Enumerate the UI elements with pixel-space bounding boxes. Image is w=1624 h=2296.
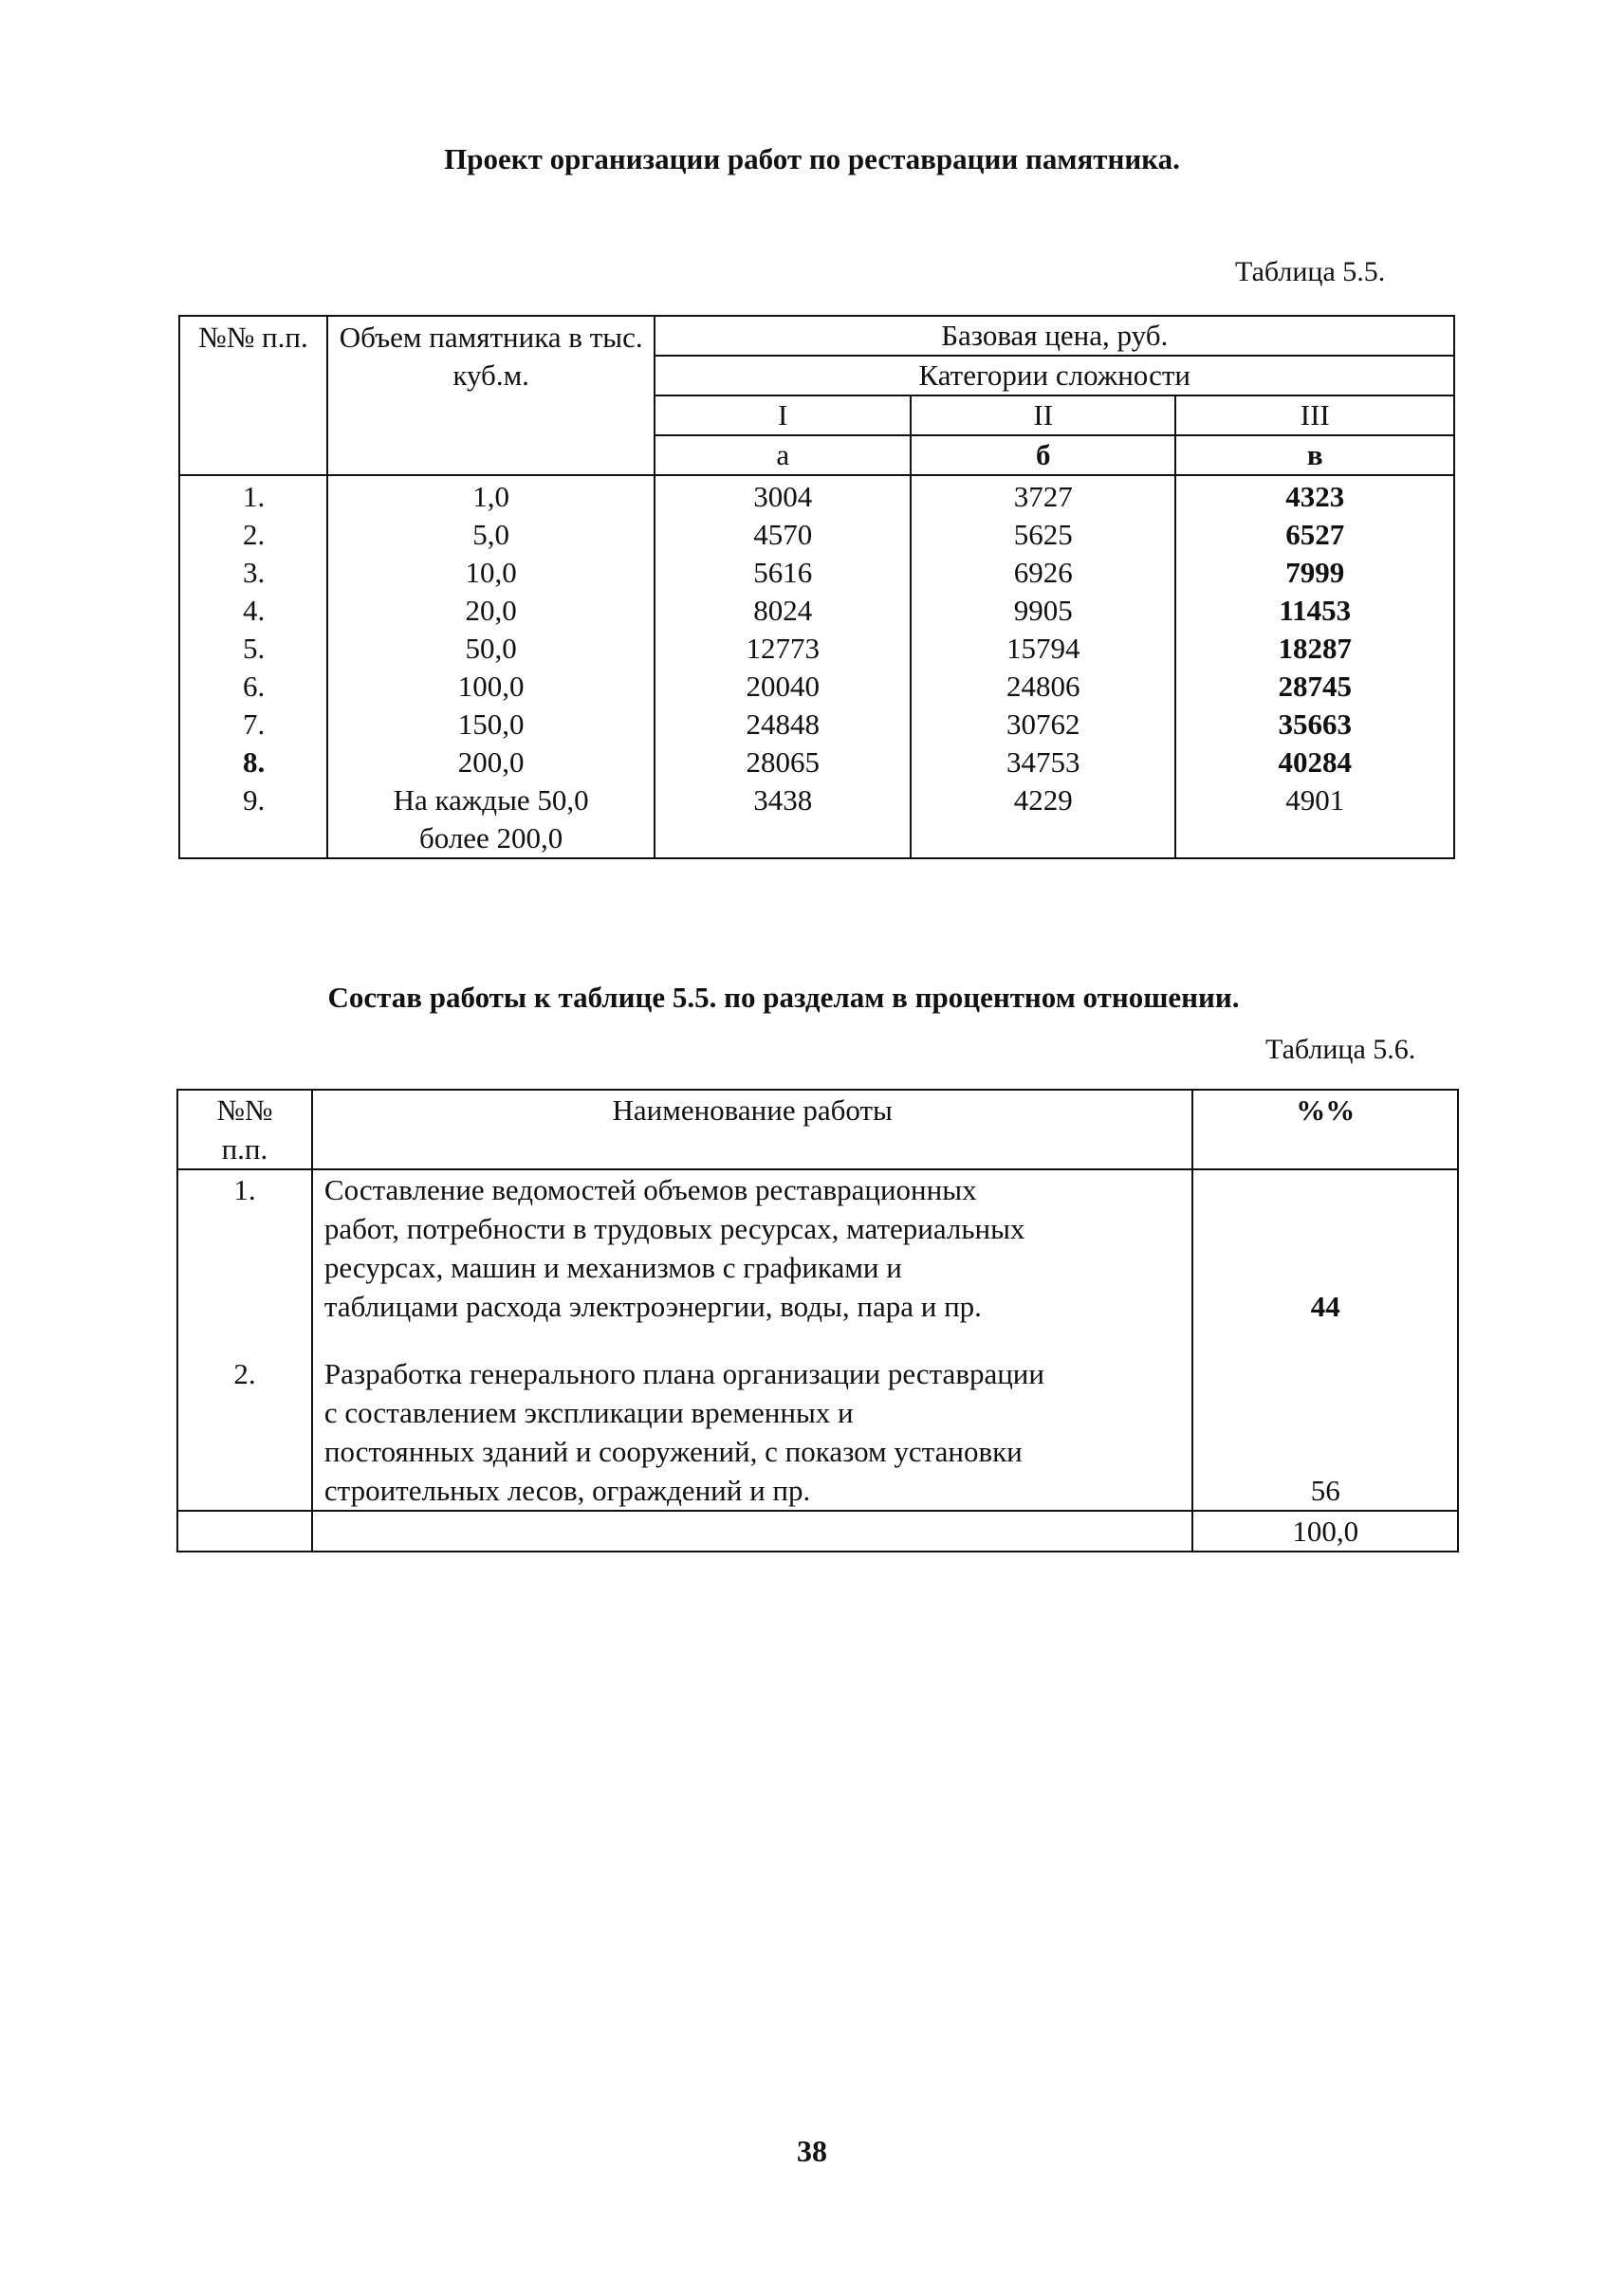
header-cat-a: а: [655, 435, 911, 475]
table-row: 8. 200,0 28065 34753 40284: [179, 744, 1454, 781]
table-row: 5. 50,0 12773 15794 18287: [179, 630, 1454, 668]
table-row: 2. Разработка генерального плана организации реставрации с составлением экспликации временных и постоянных зданий и сооружений, с показом установки строительных лесов, ограждений и пр. 56: [177, 1354, 1458, 1511]
table-row: 3. 10,0 5616 6926 7999: [179, 554, 1454, 592]
total-percent: 100,0: [1192, 1511, 1458, 1552]
table-row: 2. 5,0 4570 5625 6527: [179, 516, 1454, 554]
table-5-6: [176, 1089, 1459, 1552]
table-row: 6. 100,0 20040 24806 28745: [179, 668, 1454, 706]
header-categories: Категории сложности: [655, 356, 1454, 395]
header-cat-2: II: [911, 395, 1176, 435]
header-num: №№ п.п.: [179, 316, 327, 475]
table-5-6-caption: Таблица 5.6.: [1265, 1034, 1416, 1065]
header-cat-b: б: [911, 435, 1176, 475]
page-number: 38: [797, 2134, 827, 2168]
table-5-5-caption: Таблица 5.5.: [1235, 256, 1386, 287]
header-percent: %%: [1192, 1090, 1458, 1169]
table-row: 1. 1,0 3004 3727 4323: [179, 475, 1454, 516]
document-title-1: Проект организации работ по реставрации памятника.: [444, 142, 1180, 175]
table-total-row: [177, 1511, 1458, 1552]
header-num: №№ п.п.: [177, 1090, 312, 1169]
header-base-price: Базовая цена, руб.: [655, 316, 1454, 356]
header-work-name: Наименование работы: [312, 1090, 1193, 1169]
document-title-2: Состав работы к таблице 5.5. по разделам в процентном отношении.: [327, 981, 1240, 1014]
table-row: 1. Составление ведомостей объемов реставрационных работ, потребности в трудовых ресурсах, материальных ресурсах, машин и механизмов с графиками и таблицами расхода электроэнергии, воды, пара и пр. 44: [177, 1169, 1458, 1326]
table-5-5: [178, 315, 1455, 859]
header-cat-c: в: [1175, 435, 1454, 475]
header-cat-3: III: [1175, 395, 1454, 435]
table-row: 7. 150,0 24848 30762 35663: [179, 706, 1454, 744]
header-cat-1: I: [655, 395, 911, 435]
table-row: 9. На каждые 50,0 более 200,0 3438 4229 4901: [179, 781, 1454, 858]
table-row: 4. 20,0 8024 9905 11453: [179, 592, 1454, 630]
header-volume: Объем памятника в тыс. куб.м.: [327, 316, 655, 475]
